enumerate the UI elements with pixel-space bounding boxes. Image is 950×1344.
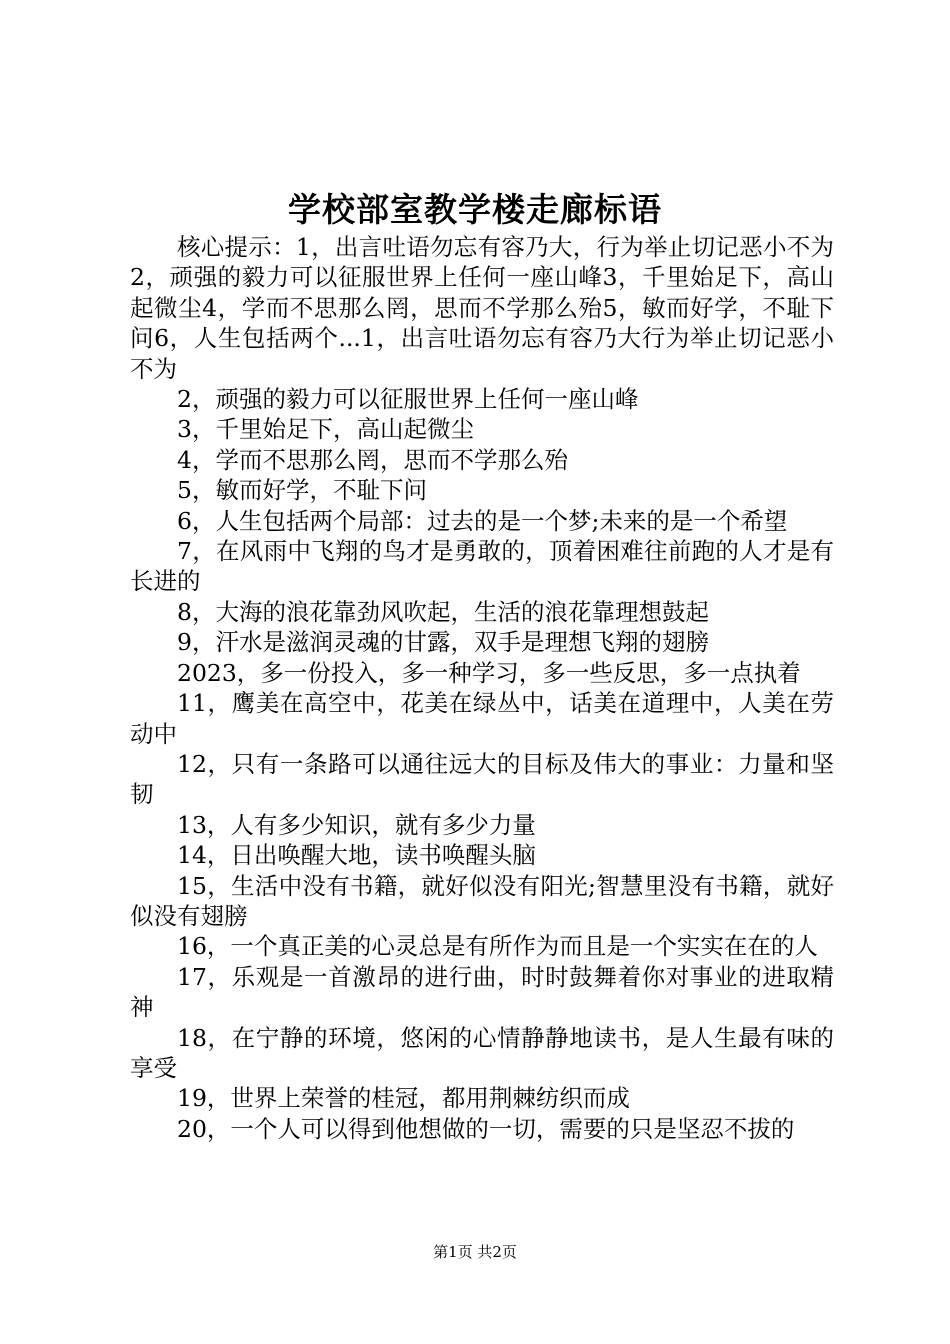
paragraph-item: 8，大海的浪花靠劲风吹起，生活的浪花靠理想鼓起 <box>177 597 709 626</box>
paragraph-item: 6，人生包括两个局部：过去的是一个梦;未来的是一个希望 <box>177 506 788 535</box>
paragraph-item: 11，鹰美在高空中，花美在绿丛中，话美在道理中，人美在劳动中 <box>130 689 834 748</box>
page-footer: 第1页 共2页 <box>433 1243 517 1261</box>
document-body <box>130 232 834 1144</box>
paragraph-item: 17，乐观是一首激昂的进行曲，时时鼓舞着你对事业的进取精神 <box>130 962 834 1022</box>
paragraph-item: 18，在宁静的环境，悠闲的心情静静地读书，是人生最有味的享受 <box>130 1023 834 1082</box>
paragraph-item: 12，只有一条路可以通往远大的目标及伟大的事业：力量和坚韧 <box>130 749 834 809</box>
paragraph-item: 13，人有多少知识，就有多少力量 <box>177 810 536 839</box>
paragraph-item: 2023，多一份投入，多一种学习，多一些反思，多一点执着 <box>177 658 801 687</box>
paragraph-item: 19，世界上荣誉的桂冠，都用荆棘纺织而成 <box>177 1084 630 1113</box>
paragraph-item: 4，学而不思那么罔，思而不学那么殆 <box>177 445 568 474</box>
paragraph-summary: 核心提示：1，出言吐语勿忘有容乃大，行为举止切记恶小不为2，顽强的毅力可以征服世界上任何一座山峰3，千里始足下，高山起微尘4，学而不思那么罔，思而不学那么殆5，敏而好学，不耻下问6，人生包括两个...1，出言吐语勿忘有容乃大行为举止切记恶小不为 <box>130 233 834 383</box>
paragraph-item: 20，一个人可以得到他想做的一切，需要的只是坚忍不拔的 <box>177 1114 795 1143</box>
paragraph-item: 7，在风雨中飞翔的鸟才是勇敢的，顶着困难往前跑的人才是有长进的 <box>130 537 834 596</box>
paragraph-item: 16，一个真正美的心灵总是有所作为而且是一个实实在在的人 <box>177 932 818 961</box>
paragraph-item: 5，敏而好学，不耻下问 <box>177 476 427 505</box>
paragraph-item: 2，顽强的毅力可以征服世界上任何一座山峰 <box>177 385 639 414</box>
paragraph-item: 3，千里始足下，高山起微尘 <box>177 415 474 444</box>
paragraph-item: 15，生活中没有书籍，就好似没有阳光;智慧里没有书籍，就好似没有翅膀 <box>130 871 834 930</box>
paragraph-item: 14，日出唤醒大地，读书唤醒头脑 <box>177 841 536 870</box>
paragraph-item: 9，汗水是滋润灵魂的甘露，双手是理想飞翔的翅膀 <box>177 628 709 657</box>
page-title: 学校部室教学楼走廊标语 <box>288 190 662 229</box>
